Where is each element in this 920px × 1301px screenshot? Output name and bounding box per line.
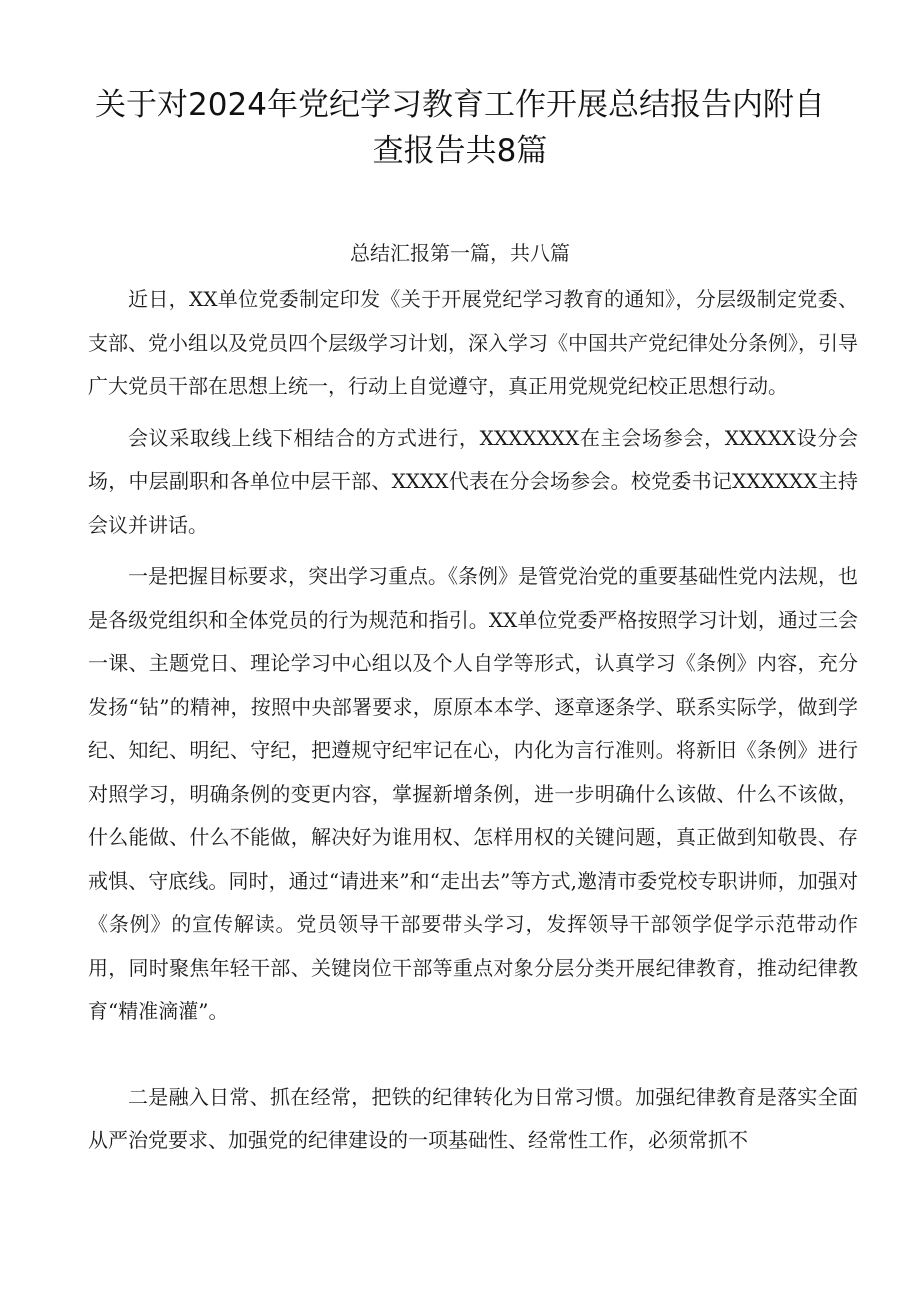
paragraph-2: 会议采取线上线下相结合的方式进行，XXXXXXX在主会场参会，XXXXX设分会场，中层副职和各单位中层干部、XXXX代表在分会场参会。校党委书记XXXXXX主持会议并讲话。 — [88, 425, 858, 537]
document-title — [60, 82, 860, 174]
paragraph-1: 近日，XX单位党委制定印发《关于开展党纪学习教育的通知》，分层级制定党委、支部、党小组以及党员四个层级学习计划，深入学习《中国共产党纪律处分条例》，引导广大党员干部在思想上统一，行动上自觉遵守，真正用党规党纪校正思想行动。 — [88, 287, 858, 398]
paragraph-4: 二是融入日常、抓在经常，把铁的纪律转化为日常习惯。加强纪律教育是落实全面从严治党要求、加强党的纪律建设的一项基础性、经常性工作，必须常抓不 — [88, 1084, 858, 1152]
document-title-line-1: 关于对2024年党纪学习教育工作开展总结报告内附自 — [95, 87, 825, 123]
document-body — [88, 278, 858, 1163]
section-heading: 总结汇报第一篇，共八篇 — [350, 241, 570, 265]
document-title-line-2: 查报告共8篇 — [372, 133, 548, 169]
paragraph-3: 一是把握目标要求，突出学习重点。《条例》是管党治党的重要基础性党内法规，也是各级党组织和全体党员的行为规范和指引。XX单位党委严格按照学习计划，通过三会一课、主题党日、理论学习中心组以及个人自学等形式，认真学习《条例》内容，充分发扬“钻”的精神，按照中央部署要求，原原本本学、逐章逐条学、联系实际学，做到学纪、知纪、明纪、守纪，把遵规守纪牢记在心，内化为言行准则。将新旧《条例》进行对照学习，明确条例的变更内容，掌握新增条例，进一步明确什么该做、什么不该做，什么能做、什么不能做，解决好为谁用权、怎样用权的关键问题，真正做到知敬畏、存戒惧、守底线。同时，通过“请进来”和“走出去”等方式,邀清市委党校专职讲师，加强对《条例》的宣传解读。党员领导干部要带头学习，发挥领导干部领学促学示范带动作用，同时聚焦年轻干部、关键岗位干部等重点对象分层分类开展纪律教育，推动纪律教育“精准滴灌”。 — [88, 564, 858, 1023]
